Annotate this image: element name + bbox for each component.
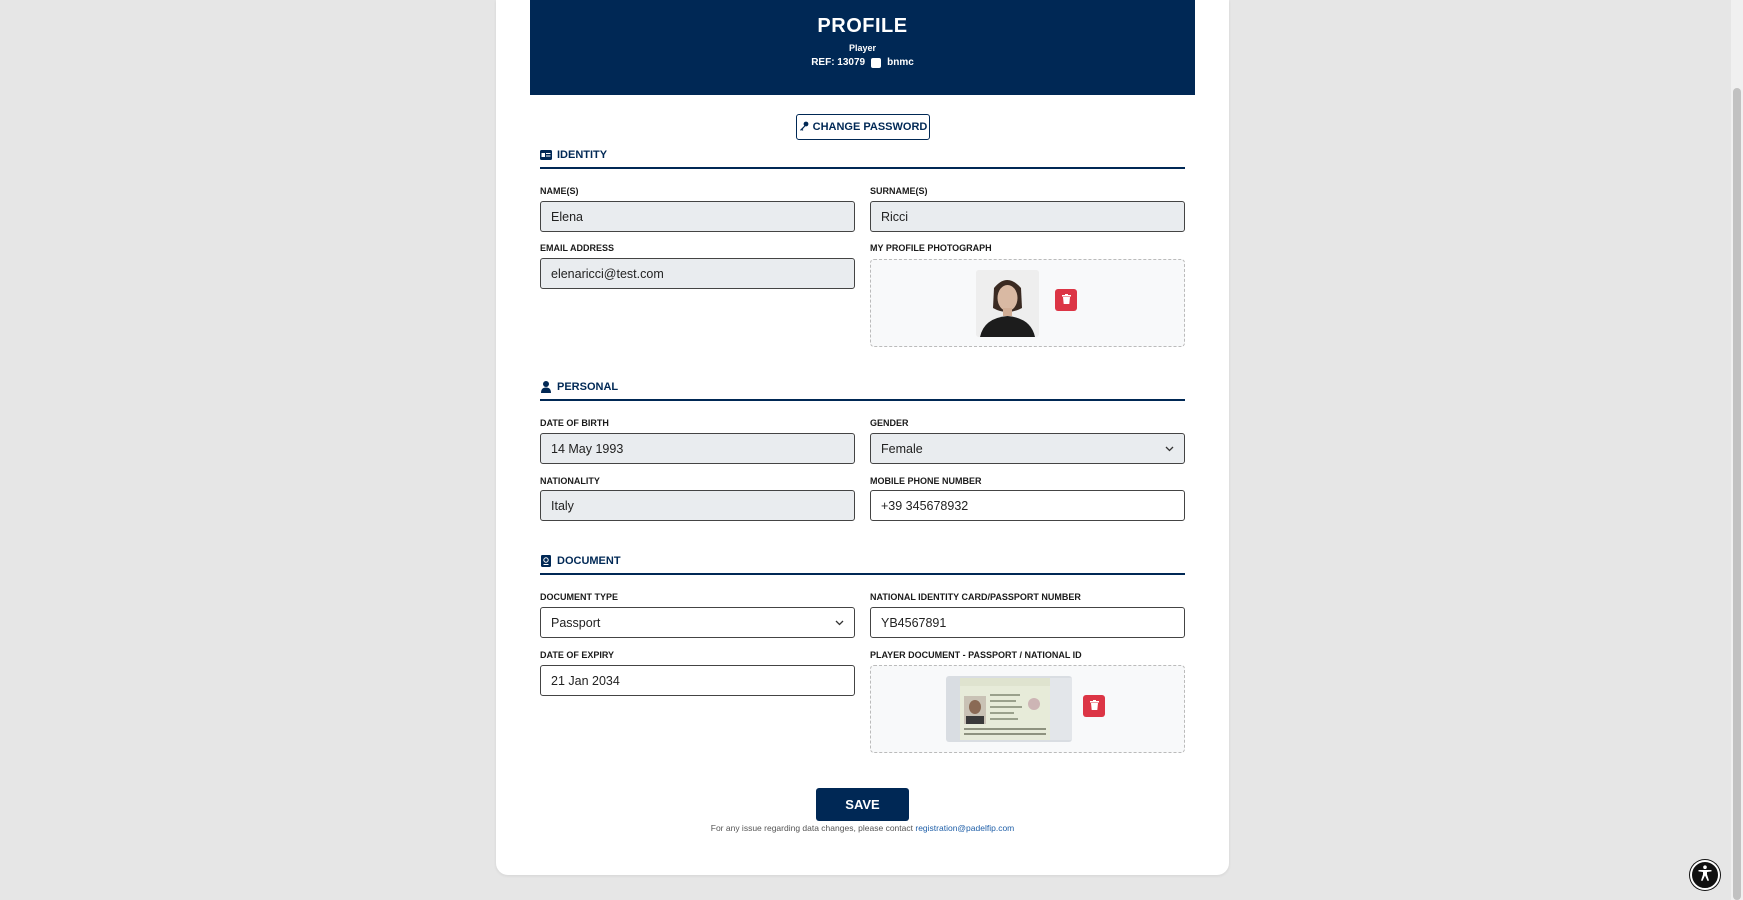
key-icon <box>799 121 809 134</box>
section-identity-title: IDENTITY <box>557 149 608 161</box>
page-title: PROFILE <box>817 15 908 37</box>
email-field[interactable] <box>540 258 855 289</box>
id-card-icon <box>540 149 552 161</box>
profile-photo-upload[interactable] <box>870 259 1185 347</box>
nationality-value: Italy <box>551 498 574 513</box>
nationality-label: NATIONALITY <box>540 476 600 486</box>
expiry-label: DATE OF EXPIRY <box>540 650 615 660</box>
section-identity <box>540 149 1185 169</box>
email-value: elenaricci@test.com <box>551 266 664 281</box>
reference-number: REF: 13079 <box>811 57 866 68</box>
expiry-field[interactable] <box>540 665 855 696</box>
surname-value: Ricci <box>881 209 909 224</box>
reference-line <box>530 57 1195 68</box>
trash-icon <box>1062 291 1071 309</box>
document-file-upload[interactable] <box>870 665 1185 753</box>
section-document-title: DOCUMENT <box>557 555 621 567</box>
passport-icon <box>540 555 552 567</box>
contact-text: For any issue regarding data changes, please contact <box>710 823 913 833</box>
phone-label: MOBILE PHONE NUMBER <box>870 476 982 486</box>
document-file-label: PLAYER DOCUMENT - PASSPORT / NATIONAL ID <box>870 650 1082 660</box>
reference-suffix: bnmc <box>887 57 914 68</box>
phone-value: +39 345678932 <box>881 498 969 513</box>
document-type-value: Passport <box>551 615 601 630</box>
dob-field[interactable] <box>540 433 855 464</box>
delete-document-button[interactable] <box>1083 695 1105 717</box>
document-number-label: NATIONAL IDENTITY CARD/PASSPORT NUMBER <box>870 592 1081 602</box>
document-number-value: YB4567891 <box>881 615 947 630</box>
document-type-label: DOCUMENT TYPE <box>540 592 619 602</box>
accessibility-button[interactable] <box>1690 860 1720 890</box>
document-photo <box>946 676 1072 742</box>
section-personal-title: PERSONAL <box>557 381 619 393</box>
section-document <box>540 555 1185 575</box>
email-label: EMAIL ADDRESS <box>540 243 615 253</box>
profile-card <box>496 0 1229 875</box>
phone-field[interactable] <box>870 490 1185 521</box>
gender-label: GENDER <box>870 418 909 428</box>
accessibility-icon <box>1696 864 1714 887</box>
name-label: NAME(S) <box>540 186 579 196</box>
page-scrollbar[interactable] <box>1731 0 1743 900</box>
expiry-value: 21 Jan 2034 <box>551 673 620 688</box>
chevron-down-icon <box>1164 444 1174 454</box>
chevron-down-icon <box>834 618 844 628</box>
profile-header <box>530 0 1195 95</box>
nationality-field[interactable] <box>540 490 855 521</box>
dob-value: 14 May 1993 <box>551 441 624 456</box>
user-icon <box>540 381 552 393</box>
delete-photo-button[interactable] <box>1055 289 1077 311</box>
document-number-field[interactable] <box>870 607 1185 638</box>
name-field[interactable] <box>540 201 855 232</box>
surname-label: SURNAME(S) <box>870 186 928 196</box>
save-button[interactable]: SAVE <box>816 788 909 821</box>
section-personal <box>540 381 1185 401</box>
gender-select[interactable] <box>870 433 1185 464</box>
contact-email-link[interactable]: registration@padelfip.com <box>915 823 1015 833</box>
dob-label: DATE OF BIRTH <box>540 418 609 428</box>
change-password-button[interactable] <box>796 114 930 140</box>
reference-checkbox[interactable] <box>871 58 881 68</box>
profile-photo-label: MY PROFILE PHOTOGRAPH <box>870 243 992 253</box>
scrollbar-thumb[interactable] <box>1733 88 1741 900</box>
surname-field[interactable] <box>870 201 1185 232</box>
change-password-label: CHANGE PASSWORD <box>812 121 928 133</box>
document-type-select[interactable] <box>540 607 855 638</box>
name-value: Elena <box>551 209 583 224</box>
gender-value: Female <box>881 441 923 456</box>
profile-photo <box>976 270 1039 337</box>
contact-note <box>496 823 1229 833</box>
trash-icon <box>1090 697 1099 715</box>
user-role: Player <box>848 43 877 53</box>
